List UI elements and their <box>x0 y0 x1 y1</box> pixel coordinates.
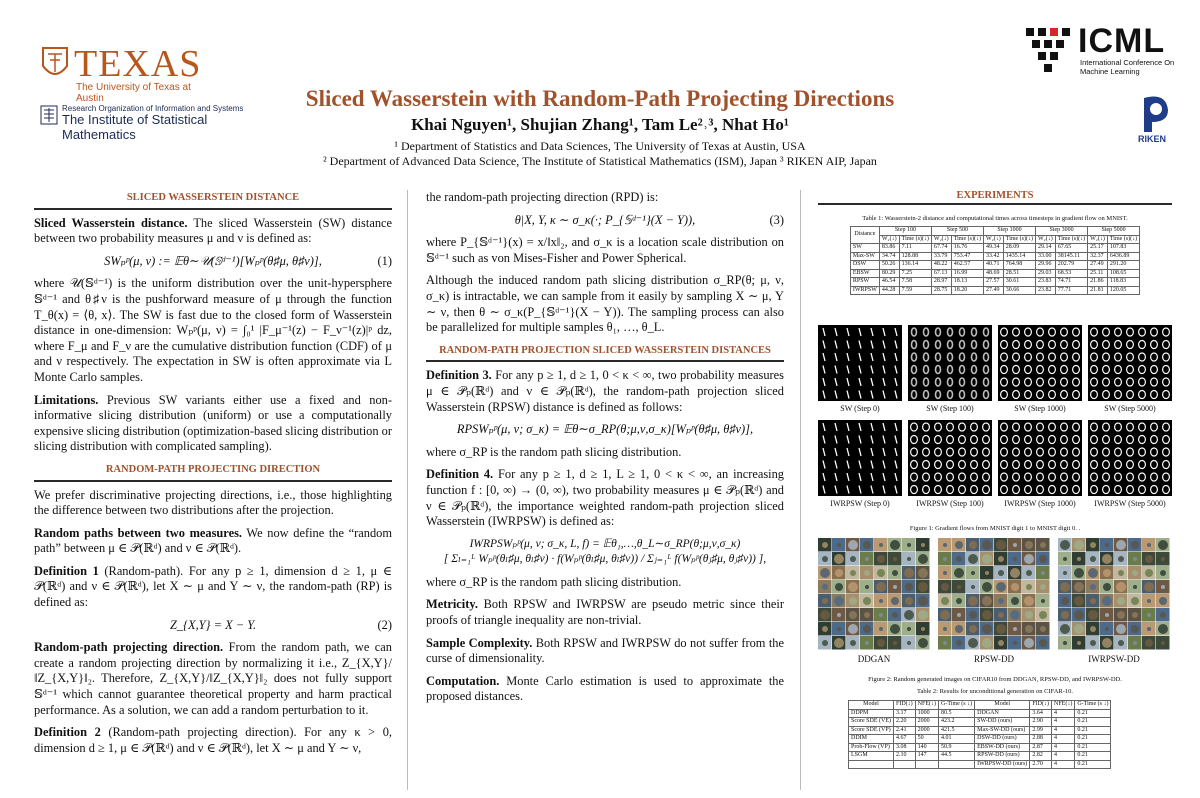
equation-5-line-1: IWRPSWₚᵖ(μ, ν; σ_κ, L, f) = 𝔼θ₁,…,θ_L∼σ_RP(θ;μ,ν,σ_κ) <box>469 537 741 550</box>
table-row <box>850 252 1139 261</box>
equation-2 <box>34 618 392 634</box>
table-cell: 49.34 <box>983 244 1003 253</box>
table-row <box>850 261 1139 270</box>
sample-complexity-paragraph <box>426 636 784 667</box>
table-cell: 50.26 <box>879 261 899 270</box>
table-1-subheader: W₂(↓) <box>1088 235 1108 244</box>
table-cell: 4 <box>1051 760 1074 769</box>
table-1-subheader: Time (s)(↓) <box>1003 235 1035 244</box>
table-2-header: NFE(↓) <box>915 701 938 710</box>
table-row <box>850 278 1139 287</box>
table-cell <box>894 760 916 769</box>
table-cell <box>849 760 894 769</box>
table-cell: 50 <box>915 735 938 744</box>
definition-1-lead: Definition 1 <box>34 563 99 578</box>
table-cell: 67.65 <box>1055 244 1087 253</box>
table-cell: RPSW <box>850 278 879 287</box>
table-cell: LSGM <box>849 752 894 761</box>
table-cell: 27.57 <box>983 278 1003 287</box>
rpd-explanation: where P_{𝕊ᵈ⁻¹}(x) = x/‖x‖₂, and σ_κ is a location scale distribution on 𝕊ᵈ⁻¹ such as von Mises-Fisher and Power Spherical. <box>426 235 784 265</box>
table-cell: 2000 <box>915 726 938 735</box>
cifar-grid-image <box>938 538 1050 650</box>
mnist-grid-image <box>998 420 1082 496</box>
table-cell: IWRPSW <box>850 286 879 295</box>
rpd-intro: We prefer discriminative projecting directions, i.e., those highlighting the difference between two distributions after the projection. <box>34 487 392 518</box>
table-cell: 50.9 <box>939 743 975 752</box>
table-cell: 4 <box>1051 735 1074 744</box>
table-cell: 2.99 <box>1030 726 1052 735</box>
table-cell: 30.66 <box>1003 286 1035 295</box>
computation-paragraph <box>426 674 784 705</box>
table-cell: Prob-Flow (VP) <box>849 743 894 752</box>
table-row <box>850 244 1139 253</box>
table-cell: 77.71 <box>1055 286 1087 295</box>
equation-2-body: Z_{X,Y} = X − Y. <box>169 617 257 632</box>
table-cell: 118.83 <box>1107 278 1139 287</box>
figure-1-caption: Figure 1: Gradient flows from MNIST digit 1 to MNIST digit 0. . <box>909 525 1081 532</box>
mnist-grid-image <box>818 325 902 401</box>
table-cell: 2.70 <box>1030 760 1052 769</box>
cifar-grid-image <box>1058 538 1170 650</box>
table-row <box>849 718 1111 727</box>
random-paths-paragraph <box>34 526 392 557</box>
table-cell: 0.21 <box>1075 743 1111 752</box>
table-cell: Score SDE (VP) <box>849 726 894 735</box>
table-1-subheader: Time (s)(↓) <box>1055 235 1087 244</box>
table-cell: 68.53 <box>1055 269 1087 278</box>
table-cell: 7.58 <box>899 278 931 287</box>
equation-1 <box>34 254 392 270</box>
rpd-continuation: the random-path projecting direction (RPD) is: <box>426 190 659 204</box>
limitations-paragraph <box>34 393 392 455</box>
table-cell: 147 <box>915 752 938 761</box>
table-cell: 291.20 <box>1107 261 1139 270</box>
table-cell: 29.96 <box>1036 261 1056 270</box>
texas-wordmark: TEXAS <box>74 43 202 85</box>
table-row <box>849 726 1111 735</box>
ism-logo <box>40 104 250 142</box>
table-cell: 0.21 <box>1075 726 1111 735</box>
table-cell: 120.05 <box>1107 286 1139 295</box>
definition-3-lead: Definition 3. <box>426 368 492 383</box>
table-1 <box>850 226 1140 295</box>
definition-4 <box>426 467 784 529</box>
authors: Khai Nguyen¹, Shujian Zhang¹, Tam Le²˒³, Nhat Ho¹ <box>411 115 789 134</box>
table-cell: 0.21 <box>1075 718 1111 727</box>
limitations-lead: Limitations. <box>34 392 99 407</box>
mnist-grid-caption: SW (Step 0) <box>840 404 880 413</box>
table-cell: 0.21 <box>1075 735 1111 744</box>
table-row <box>850 269 1139 278</box>
mnist-grid-image <box>1088 325 1172 401</box>
table-cell: Max-SW-DD (ours) <box>975 726 1030 735</box>
definition-3-text: For any p ≥ 1, d ≥ 1, 0 < κ < ∞, two probability measures μ ∈ 𝒫ₚ(ℝᵈ) and ν ∈ 𝒫ₚ(ℝᵈ), the random-path projection sliced Wasserstein (RPSW) distance is defined as follows: <box>426 368 784 414</box>
middle-column <box>426 190 784 712</box>
table-2-header: G-Time (s ↓) <box>1075 701 1111 710</box>
ism-name: The Institute of Statistical Mathematics <box>62 112 208 142</box>
riken-wordmark: RIKEN <box>1138 134 1167 144</box>
computation-lead: Computation. <box>426 673 500 688</box>
table-cell: DSW <box>850 261 879 270</box>
cifar-grid-caption: IWRPSW-DD <box>1088 654 1140 664</box>
table-1-header-step: Step 1000 <box>983 227 1035 236</box>
sample-complexity-lead: Sample Complexity. <box>426 635 533 650</box>
definition-3-after: where σ_RP is the random path slicing distribution. <box>426 444 682 459</box>
equation-4: RPSWₚᵖ(μ, ν; σ_κ) = 𝔼θ∼σ_RP(θ;μ,ν,σ_κ)[Wₚᵖ(θ♯μ, θ♯ν)], <box>456 422 754 437</box>
mnist-grid-image <box>1088 420 1172 496</box>
right-column <box>818 190 1172 790</box>
table-cell: 21.86 <box>1088 278 1108 287</box>
rp-direction-text: From the random path, we can create a random projecting direction by normalizing it i.e., Z_{X,Y}/‖Z_{X,Y}‖₂. Therefore, Z_{X,Y}/‖Z_{X,Y}‖₂ does not fully support 𝕊ᵈ⁻¹ which cannot guarantee theoretical property and harm practical performance. As a solution, we can add a random perturbation to it. <box>34 640 392 717</box>
table-cell: 3.17 <box>894 709 916 718</box>
table-cell: 44.28 <box>879 286 899 295</box>
sw-lead: Sliced Wasserstein distance. <box>34 215 188 230</box>
table-cell: 764.98 <box>1003 261 1035 270</box>
table-cell: 23.82 <box>1036 286 1056 295</box>
table-cell: SW-DD (ours) <box>975 718 1030 727</box>
table-cell: DDPM <box>849 709 894 718</box>
table-cell: 202.79 <box>1055 261 1087 270</box>
ism-organization: Research Organization of Information and Systems <box>62 104 244 113</box>
table-cell: 7.59 <box>899 286 931 295</box>
table-cell: 108.65 <box>1107 269 1139 278</box>
table-cell: 128.88 <box>899 252 931 261</box>
table-cell: 6436.89 <box>1107 252 1139 261</box>
mnist-grid-caption: IWRPSW (Step 1000) <box>1004 499 1076 508</box>
table-cell: 462.57 <box>951 261 983 270</box>
equation-2-number: (2) <box>377 617 392 632</box>
table-cell: 0.21 <box>1075 760 1111 769</box>
table-cell: 40.71 <box>983 261 1003 270</box>
texas-subtitle: The University of Texas at Austin <box>76 82 191 104</box>
table-row <box>849 743 1111 752</box>
table-cell: 32.37 <box>1088 252 1108 261</box>
table-1-header-step: Step 100 <box>879 227 931 236</box>
equation-5 <box>426 537 784 568</box>
table-1-subheader: Time (s)(↓) <box>899 235 931 244</box>
definition-2 <box>34 725 392 756</box>
table-cell: SW <box>850 244 879 253</box>
cifar-grid-caption: RPSW-DD <box>973 654 1014 664</box>
icml-logo <box>1020 18 1180 78</box>
table-cell: DSW-DD (ours) <box>975 735 1030 744</box>
table-2-header: FID(↓) <box>1030 701 1052 710</box>
table-cell: 2.90 <box>1030 718 1052 727</box>
table-2 <box>848 700 1111 769</box>
table-cell: 4 <box>1051 752 1074 761</box>
mnist-grid-caption: IWRPSW (Step 100) <box>916 499 984 508</box>
ism-mark-icon <box>40 105 58 125</box>
affiliation-2: ² Department of Advanced Data Science, The Institute of Statistical Mathematics (ISM), Japan ³ RIKEN AIP, Japan <box>323 154 877 168</box>
table-cell: 4 <box>1051 718 1074 727</box>
table-cell: 34.74 <box>879 252 899 261</box>
table-cell: 28.51 <box>1003 269 1035 278</box>
icml-subtitle: International Conference On Machine Learning <box>1080 58 1175 76</box>
texas-logo <box>40 42 210 104</box>
definition-2-text: (Random-path projecting direction). For any κ > 0, dimension d ≥ 1, μ ∈ 𝒫(ℝᵈ) and ν ∈ 𝒫(ℝᵈ), let X ∼ μ and Y ∼ ν, <box>34 725 392 755</box>
table-cell: 423.2 <box>939 718 975 727</box>
table-cell: Max-SW <box>850 252 879 261</box>
table-cell: 2.88 <box>1030 735 1052 744</box>
heading-rpsw: RANDOM-PATH PROJECTION SLICED WASSERSTEIN DISTANCES <box>426 343 784 363</box>
table-cell: 29.03 <box>1036 269 1056 278</box>
heading-random-path: RANDOM-PATH PROJECTING DIRECTION <box>34 462 392 482</box>
rp-direction-paragraph <box>34 640 392 718</box>
table-2-header: FID(↓) <box>894 701 916 710</box>
table-cell: 136.14 <box>899 261 931 270</box>
table-2-header: Model <box>849 701 894 710</box>
mnist-grid-image <box>908 325 992 401</box>
table-cell: 18.13 <box>951 278 983 287</box>
table-cell: EBSW-DD (ours) <box>975 743 1030 752</box>
table-cell: 38145.11 <box>1055 252 1087 261</box>
table-1-header-step: Step 5000 <box>1088 227 1140 236</box>
table-cell: 2.20 <box>894 718 916 727</box>
table-cell: 23.83 <box>1036 278 1056 287</box>
table-1-subheader: Time (s)(↓) <box>951 235 983 244</box>
table-cell: 140 <box>915 743 938 752</box>
table-cell: 107.83 <box>1107 244 1139 253</box>
sw-text: The sliced Wasserstein (SW) distance between two probability measures μ and ν is defined as: <box>34 215 393 246</box>
table-cell: 421.5 <box>939 726 975 735</box>
table-cell: 67.13 <box>931 269 951 278</box>
limitations-text: Previous SW variants either use a fixed and non-informative slicing distribution (uniform) or use a computationally expensive slicing distribution (optimization-based slicing distribution or slicing distribution with complicated sampling). <box>34 392 392 454</box>
table-cell: 33.42 <box>983 252 1003 261</box>
table-cell: 21.81 <box>1088 286 1108 295</box>
longhorn-seal-icon <box>40 44 70 84</box>
rp-direction-lead: Random-path projecting direction. <box>34 640 224 655</box>
definition-4-after: where σ_RP is the random path slicing distribution. <box>426 574 682 589</box>
table-1-caption: Table 1: Wasserstein-2 distance and computational times across timesteps in gradient flow on MNIST. <box>862 215 1128 222</box>
heading-sliced-wasserstein: SLICED WASSERSTEIN DISTANCE <box>34 190 392 210</box>
affiliation-1: ¹ Department of Statistics and Data Sciences, The University of Texas at Austin, USA <box>394 139 806 153</box>
table-cell: RPSW-DD (ours) <box>975 752 1030 761</box>
sampling-paragraph: Although the induced random path slicing distribution σ_RP(θ; μ, ν, σ_κ) is intractable, we can sample from it easily by sampling X ∼ μ, Y ∼ ν, then θ ∼ σ_κ(P_{𝕊ᵈ⁻¹}(X − Y)). The sampling process can also be parallelized for multiple samples θ₁, …, θ_L. <box>426 273 784 335</box>
table-cell: 16.99 <box>951 269 983 278</box>
table-cell: IWRPSW-DD (ours) <box>975 760 1030 769</box>
table-cell: 2.87 <box>1030 743 1052 752</box>
metricity-paragraph <box>426 597 784 628</box>
table-cell: 18.20 <box>951 286 983 295</box>
table-cell: 80.29 <box>879 269 899 278</box>
table-cell: 1435.14 <box>1003 252 1035 261</box>
definition-4-text: For any p ≥ 1, d ≥ 1, L ≥ 1, 0 < κ < ∞, an increasing function f : [0, ∞) → (0, ∞), two probability measures μ ∈ 𝒫ₚ(ℝᵈ) and ν ∈ 𝒫ₚ(ℝᵈ), the importance weighted random-path projection sliced Wasserstein (IWRPSW) is defined as: <box>426 467 784 529</box>
table-cell: 4 <box>1051 743 1074 752</box>
table-cell: 16.76 <box>951 244 983 253</box>
table-cell <box>915 760 938 769</box>
table-cell: 48.69 <box>983 269 1003 278</box>
random-paths-text: We now define the “random path” between μ ∈ 𝒫(ℝᵈ) and ν ∈ 𝒫(ℝᵈ). <box>34 525 392 556</box>
table-cell: 4 <box>1051 726 1074 735</box>
definition-2-lead: Definition 2 <box>34 725 101 740</box>
table-cell: 2000 <box>915 718 938 727</box>
table-row <box>849 760 1111 769</box>
figure-2-caption: Figure 2: Random generated images on CIFAR10 from DDGAN, RPSW-DD, and IWRPSW-DD. <box>868 676 1122 683</box>
sw-explanation: where 𝒰(𝕊ᵈ⁻¹) is the uniform distribution over the unit-hypersphere 𝕊ᵈ⁻¹ and θ♯ν is the pushforward measure of μ through the function T_θ(x) = ⟨θ, x⟩. The SW is fast due to the closed form of Wasserstein distance in one-dimension: Wₚᵖ(μ, ν) = ∫₀¹ |F_μ⁻¹(z) − F_ν⁻¹(z)|ᵖ dz, where F_μ and F_ν are the cumulative distribution function (CDF) of μ and ν respectively. The expectation in SW is often approximate via L Monte Carlo samples. <box>34 276 392 384</box>
table-cell: 30.61 <box>1003 278 1035 287</box>
table-2-header: NFE(↓) <box>1051 701 1074 710</box>
equation-3-number: (3) <box>769 212 784 227</box>
table-cell: 80.5 <box>939 709 975 718</box>
mnist-grid-caption: IWRPSW (Step 0) <box>830 499 890 508</box>
table-1-subheader: W₂(↓) <box>879 235 899 244</box>
table-cell: 28.75 <box>931 286 951 295</box>
definition-3 <box>426 368 784 415</box>
random-paths-lead: Random paths between two measures. <box>34 525 242 540</box>
cifar-grid-caption: DDGAN <box>857 654 891 664</box>
metricity-lead: Metricity. <box>426 597 478 612</box>
table-cell: Score SDE (VE) <box>849 718 894 727</box>
table-cell: 4 <box>1051 709 1074 718</box>
table-cell: DDGAN <box>975 709 1030 718</box>
table-cell: 753.47 <box>951 252 983 261</box>
table-cell: 27.49 <box>983 286 1003 295</box>
heading-experiments: EXPERIMENTS <box>818 190 1172 205</box>
table-cell: 27.49 <box>1088 261 1108 270</box>
table-row <box>849 709 1111 718</box>
icml-dots-icon <box>1020 20 1076 76</box>
table-cell: 7.25 <box>899 269 931 278</box>
equation-1-body: SWₚᵖ(μ, ν) := 𝔼θ∼𝒰(𝕊ᵈ⁻¹)[Wₚᵖ(θ♯μ, θ♯ν)], <box>104 253 322 268</box>
table-cell: 7.11 <box>899 244 931 253</box>
poster-title: Sliced Wasserstein with Random-Path Projecting Directions <box>305 86 895 111</box>
table-cell: 83.86 <box>879 244 899 253</box>
cifar-grid-image <box>818 538 930 650</box>
table-cell: 33.79 <box>931 252 951 261</box>
table-cell: 33.00 <box>1036 252 1056 261</box>
table-1-subheader: W₂(↓) <box>1036 235 1056 244</box>
icml-wordmark: ICML <box>1078 22 1166 60</box>
table-cell: 46.54 <box>879 278 899 287</box>
table-cell: EBSW <box>850 269 879 278</box>
equation-3-body: θ|X, Y, κ ∼ σ_κ(·; P_{𝕊ᵈ⁻¹}(X − Y)), <box>514 212 696 227</box>
definition-1 <box>34 564 392 611</box>
table-cell: 0.21 <box>1075 709 1111 718</box>
table-cell: 44.5 <box>939 752 975 761</box>
mnist-grid-image <box>818 420 902 496</box>
table-cell: 28.97 <box>931 278 951 287</box>
table-1-header-step: Step 500 <box>931 227 983 236</box>
table-cell: 1000 <box>915 709 938 718</box>
left-column <box>34 190 392 763</box>
mnist-grid-image <box>998 325 1082 401</box>
equation-3 <box>426 213 784 229</box>
mnist-grid-caption: IWRPSW (Step 5000) <box>1094 499 1166 508</box>
mnist-grid-caption: SW (Step 1000) <box>1014 404 1066 413</box>
table-2-header: G-Time (s ↓) <box>939 701 975 710</box>
table-cell: 28.09 <box>1003 244 1035 253</box>
table-cell: 3.64 <box>1030 709 1052 718</box>
mnist-grid-caption: SW (Step 5000) <box>1104 404 1156 413</box>
table-2-caption: Table 2: Results for unconditional generation on CIFAR-10. <box>916 688 1074 695</box>
table-row <box>849 735 1111 744</box>
riken-logo <box>1130 92 1180 148</box>
table-cell: 0.21 <box>1075 752 1111 761</box>
riken-mark-icon <box>1130 92 1180 134</box>
column-divider-1 <box>407 190 408 790</box>
table-cell: 2.41 <box>894 726 916 735</box>
table-1-header-step: Step 3000 <box>1036 227 1088 236</box>
table-cell: 25.17 <box>1088 244 1108 253</box>
computation-text: Monte Carlo estimation is used to approximate the proposed distances. <box>426 673 784 704</box>
table-1-subheader: Time (s)(↓) <box>1107 235 1139 244</box>
equation-1-number: (1) <box>377 253 392 268</box>
table-cell: 4.67 <box>894 735 916 744</box>
table-1-subheader: W₂(↓) <box>931 235 951 244</box>
table-1-subheader: W₂(↓) <box>983 235 1003 244</box>
definition-1-text: (Random-path). For any p ≥ 1, dimension d ≥ 1, μ ∈ 𝒫(ℝᵈ) and ν ∈ 𝒫(ℝᵈ), let X ∼ μ and Y ∼ ν, the random-path (RP) is defined as: <box>34 563 392 610</box>
table-cell: 67.74 <box>931 244 951 253</box>
mnist-grid-caption: SW (Step 100) <box>926 404 974 413</box>
table-cell: DDIM <box>849 735 894 744</box>
equation-5-line-2: [ Σₗ₌₁ᴸ Wₚᵖ(θₗ♯μ, θₗ♯ν) · f(Wₚᵖ(θₗ♯μ, θₗ♯ν)) / Σⱼ₌₁ᴸ f(Wₚᵖ(θⱼ♯μ, θⱼ♯ν)) ], <box>443 553 767 566</box>
table-cell: 25.11 <box>1088 269 1108 278</box>
table-cell <box>939 760 975 769</box>
column-divider-2 <box>800 190 801 790</box>
table-cell: 74.71 <box>1055 278 1087 287</box>
sample-complexity-text: Both RPSW and IWRPSW do not suffer from the curse of dimensionality. <box>426 635 784 666</box>
table-cell: 2.82 <box>1030 752 1052 761</box>
table-cell: 48.22 <box>931 261 951 270</box>
sw-paragraph <box>34 216 392 247</box>
mnist-grid-image <box>908 420 992 496</box>
table-row <box>849 752 1111 761</box>
table-2-header: Model <box>975 701 1030 710</box>
table-1-header-distance: Distance <box>850 227 879 244</box>
table-cell: 3.08 <box>894 743 916 752</box>
table-row <box>850 286 1139 295</box>
table-cell: 29.14 <box>1036 244 1056 253</box>
table-cell: 4.01 <box>939 735 975 744</box>
table-cell: 2.10 <box>894 752 916 761</box>
definition-4-lead: Definition 4. <box>426 467 494 482</box>
metricity-text: Both RPSW and IWRPSW are pseudo metric since their proofs of triangle inequality are non-trivial. <box>426 597 784 628</box>
affiliations <box>230 139 970 169</box>
